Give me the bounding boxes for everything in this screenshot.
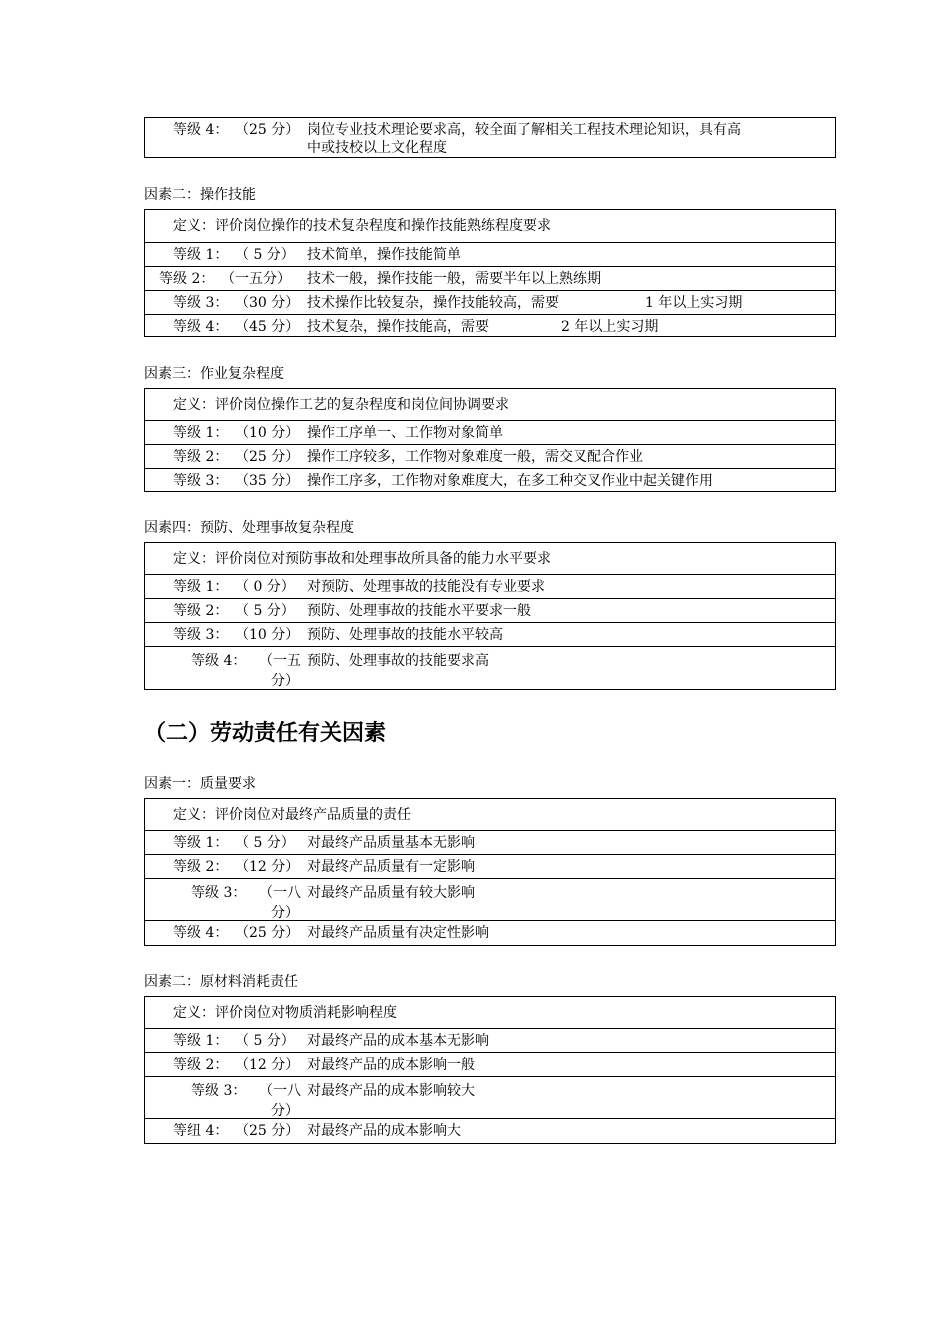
level-description: 预防、处理事故的技能水平要求一般 (307, 603, 531, 619)
level-description-tail: 1 年以上实习期 (645, 295, 743, 311)
definition-text: 定义：评价岗位对物质消耗影响程度 (173, 1005, 397, 1021)
level-score: （ 5 分） (235, 835, 295, 851)
table-row (145, 1052, 835, 1076)
factor-heading: 因素三：作业复杂程度 (144, 366, 284, 382)
level-score: （12 分） (235, 1057, 300, 1073)
level-score-cont: 分） (271, 1103, 299, 1118)
table-row (145, 830, 835, 854)
level-description: 对预防、处理事故的技能没有专业要求 (307, 579, 545, 595)
level-description: 操作工序单一、工作物对象简单 (307, 425, 503, 441)
table-row (145, 598, 835, 622)
table-row (145, 878, 835, 920)
level-score: （25 分） (235, 122, 300, 138)
level-description: 岗位专业技术理论要求高，较全面了解相关工程技术理论知识，具有高 (307, 122, 741, 138)
table-row (145, 920, 835, 944)
skill-knowledge-level4-box (144, 117, 836, 158)
level-score: （10 分） (235, 627, 300, 643)
table-row (145, 854, 835, 878)
level-label: 等级 1： (173, 579, 229, 595)
level-label: 等级 2： (159, 271, 215, 287)
level-score-cont: 分） (271, 905, 299, 920)
level-label: 等级 3： (191, 885, 247, 901)
definition-row (145, 389, 835, 420)
table-row (145, 1028, 835, 1052)
level-description: 对最终产品质量有较大影响 (307, 885, 475, 901)
definition-row (145, 799, 835, 830)
level-label: 等级 3： (173, 295, 229, 311)
factor-heading: 因素二：原材料消耗责任 (144, 974, 298, 990)
level-score: （一八 (259, 885, 301, 901)
level-description: 技术操作比较复杂，操作技能较高，需要 (307, 295, 559, 311)
table-row (145, 290, 835, 314)
level-description: 预防、处理事故的技能水平较高 (307, 627, 503, 643)
definition-text: 定义：评价岗位操作的技术复杂程度和操作技能熟练程度要求 (173, 218, 551, 234)
table-row (145, 1076, 835, 1118)
factor-heading: 因素四：预防、处理事故复杂程度 (144, 520, 354, 536)
level-label: 等级 2： (173, 603, 229, 619)
level-description: 预防、处理事故的技能要求高 (307, 653, 489, 669)
definition-text: 定义：评价岗位对预防事故和处理事故所具备的能力水平要求 (173, 551, 551, 567)
level-label: 等级 2： (173, 859, 229, 875)
table-row (145, 646, 835, 688)
level-score: （ 5 分） (235, 1033, 295, 1049)
level-label: 等级 2： (173, 1057, 229, 1073)
level-score: （25 分） (235, 449, 300, 465)
level-description: 操作工序多，工作物对象难度大，在多工种交叉作业中起关键作用 (307, 473, 713, 489)
level-description: 技术简单，操作技能简单 (307, 247, 461, 263)
level-label: 等级 3： (173, 627, 229, 643)
level-description: 技术复杂，操作技能高，需要 (307, 319, 489, 335)
level-score: （10 分） (235, 425, 300, 441)
level-score: （ 5 分） (235, 603, 295, 619)
level-score: （30 分） (235, 295, 300, 311)
definition-row (145, 543, 835, 574)
table-row (145, 266, 835, 290)
table-row (145, 242, 835, 266)
level-description: 对最终产品质量有决定性影响 (307, 925, 489, 941)
level-score: （一八 (259, 1083, 301, 1099)
level-description: 对最终产品质量基本无影响 (307, 835, 475, 851)
level-label: 等级 3： (191, 1083, 247, 1099)
table-row (145, 468, 835, 492)
table-row (145, 420, 835, 444)
level-score: （25 分） (235, 925, 300, 941)
level-score: （12 分） (235, 859, 300, 875)
level-description: 对最终产品质量有一定影响 (307, 859, 475, 875)
level-description-cont: 中或技校以上文化程度 (307, 140, 447, 156)
factor-table (144, 388, 836, 492)
level-score-cont: 分） (271, 673, 299, 688)
factor-table (144, 209, 836, 337)
level-description: 对最终产品的成本影响一般 (307, 1057, 475, 1073)
section-title: （二）劳动责任有关因素 (144, 721, 387, 746)
definition-text: 定义：评价岗位操作工艺的复杂程度和岗位间协调要求 (173, 397, 509, 413)
level-score: （45 分） (235, 319, 300, 335)
definition-row (145, 997, 835, 1028)
level-label: 等级 4： (173, 925, 229, 941)
definition-row (145, 210, 835, 242)
level-label: 等级 1： (173, 835, 229, 851)
level-description-tail: 2 年以上实习期 (561, 319, 659, 335)
level-label: 等级 4： (173, 319, 229, 335)
level-label: 等级 1： (173, 1033, 229, 1049)
level-description: 对最终产品的成本影响大 (307, 1123, 461, 1139)
level-label: 等级 1： (173, 425, 229, 441)
table-row (145, 118, 835, 159)
level-label: 等级 1： (173, 247, 229, 263)
level-label: 等级 4： (191, 653, 247, 669)
table-row (145, 574, 835, 598)
factor-heading: 因素一：质量要求 (144, 776, 256, 792)
table-row (145, 444, 835, 468)
level-label: 等级 3： (173, 473, 229, 489)
table-row (145, 1118, 835, 1142)
level-label: 等纽 4： (173, 1123, 229, 1139)
definition-text: 定义：评价岗位对最终产品质量的责任 (173, 807, 411, 823)
level-description: 对最终产品的成本影响较大 (307, 1083, 475, 1099)
level-score: （ 0 分） (235, 579, 295, 595)
level-score: （一五 (259, 653, 301, 669)
level-score: （ 5 分） (235, 247, 295, 263)
level-score: （一五分） (221, 271, 291, 287)
level-description: 操作工序较多，工作物对象难度一般，需交叉配合作业 (307, 449, 643, 465)
factor-table (144, 542, 836, 690)
factor-table (144, 996, 836, 1144)
level-score: （25 分） (235, 1123, 300, 1139)
factor-table (144, 798, 836, 946)
level-description: 对最终产品的成本基本无影响 (307, 1033, 489, 1049)
table-row (145, 622, 835, 646)
level-label: 等级 2： (173, 449, 229, 465)
table-row (145, 314, 835, 338)
level-label: 等级 4： (173, 122, 229, 138)
level-description: 技术一般，操作技能一般，需要半年以上熟练期 (307, 271, 601, 287)
factor-heading: 因素二：操作技能 (144, 187, 256, 203)
level-score: （35 分） (235, 473, 300, 489)
